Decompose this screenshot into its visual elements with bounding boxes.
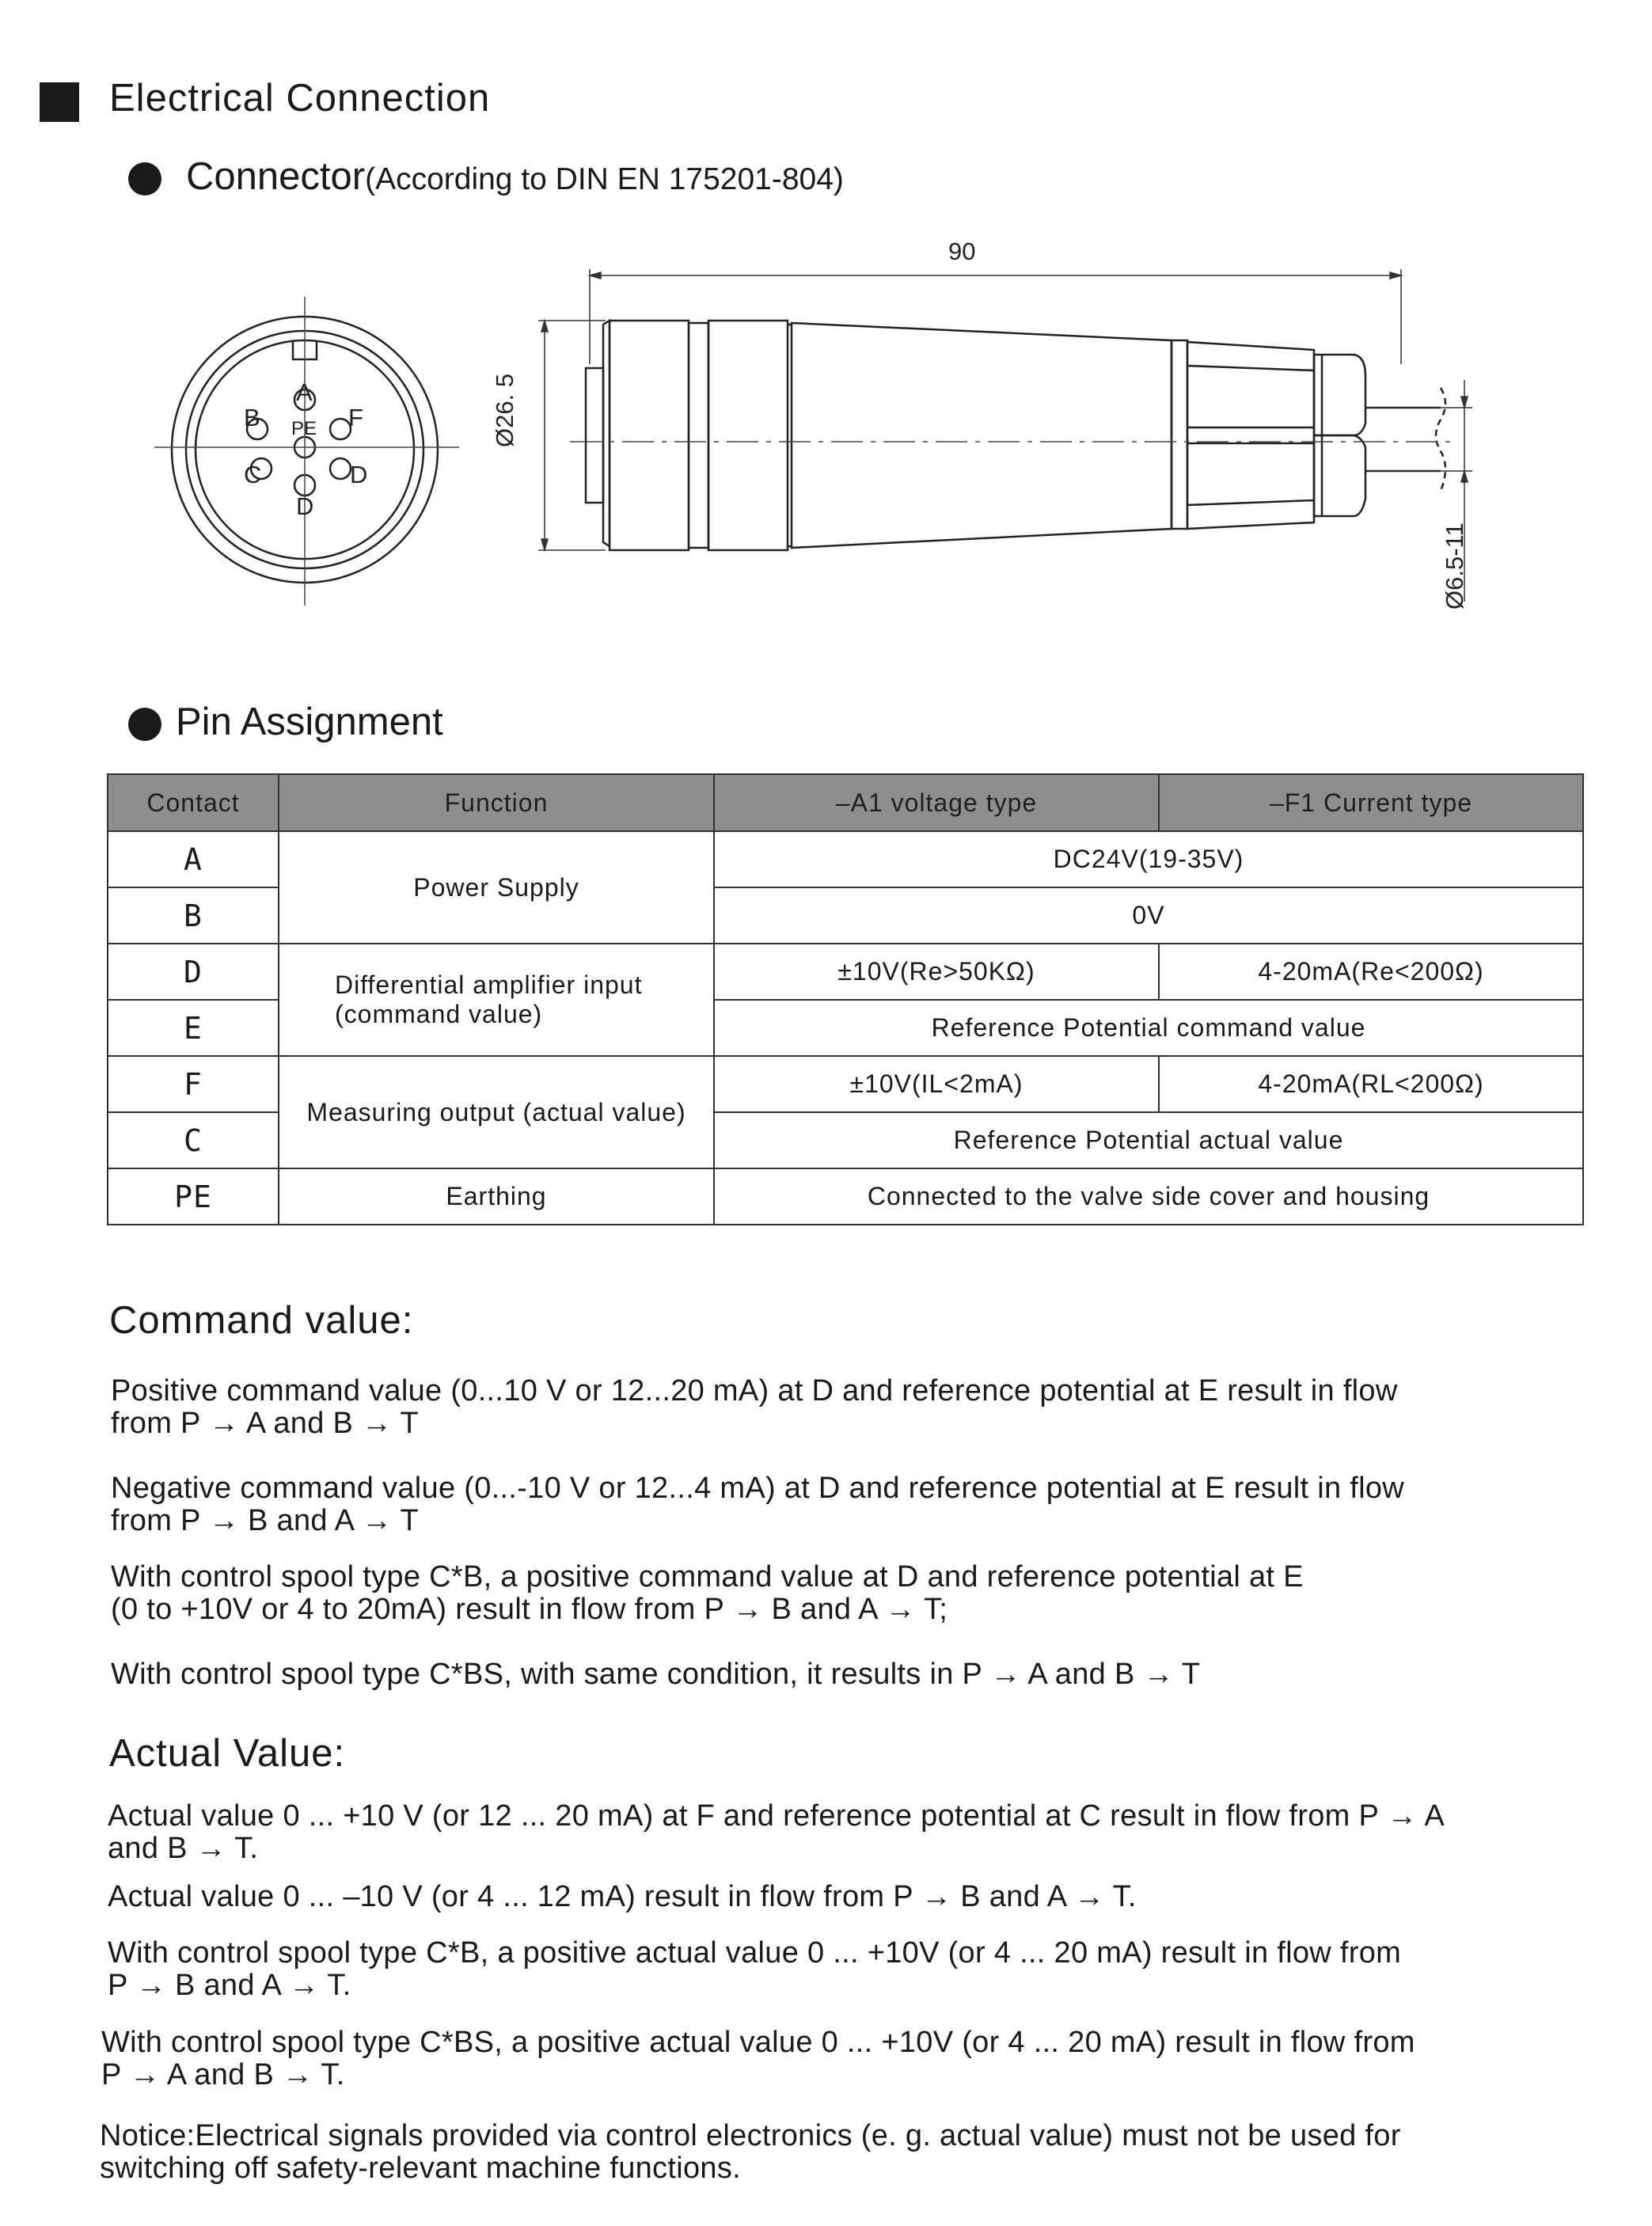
contact-cell: F xyxy=(108,1056,279,1112)
command-paragraph-3 xyxy=(111,1561,1599,1626)
command-paragraph-4: With control spool type C*BS, with same condition, it results in P → A and B → T xyxy=(111,1658,1201,1691)
paragraph-line: P → B and A → T. xyxy=(108,1969,351,2002)
section-title: Electrical Connection xyxy=(109,77,491,120)
contact-cell: E xyxy=(108,1000,279,1056)
contact-cell: A xyxy=(108,831,279,887)
header-a1-voltage: –A1 voltage type xyxy=(714,774,1159,831)
header-contact: Contact xyxy=(108,774,279,831)
bullet-dot xyxy=(128,162,161,196)
bullet-dot xyxy=(128,708,161,741)
table-header-row xyxy=(108,774,1583,831)
table-row xyxy=(108,1168,1583,1225)
connector-heading xyxy=(186,154,844,199)
function-cell: Earthing xyxy=(279,1168,714,1225)
paragraph-line: With control spool type C*B, a positive actual value 0 ... +10V (or 4 ... 20 mA) result in flow from xyxy=(108,1936,1402,1970)
actual-paragraph-1 xyxy=(108,1800,1596,1865)
pin-label-d-bottom: D xyxy=(296,492,314,520)
value-cell: Reference Potential command value xyxy=(714,1000,1583,1056)
section-marker-square xyxy=(40,82,79,122)
value-cell: ±10V(IL<2mA) xyxy=(714,1056,1159,1112)
paragraph-line: and B → T. xyxy=(108,1832,259,1865)
paragraph-line: With control spool type C*B, a positive command value at D and reference potential at E xyxy=(111,1560,1304,1594)
paragraph-line: from P → A and B → T xyxy=(111,1407,419,1440)
value-cell: 4-20mA(RL<200Ω) xyxy=(1159,1056,1583,1112)
actual-value-title: Actual Value: xyxy=(109,1732,346,1775)
pin-assignment-heading: Pin Assignment xyxy=(176,701,443,743)
dimension-cable-diameter: Ø6.5-11 xyxy=(1441,522,1468,610)
connector-side-view xyxy=(522,261,1496,633)
contact-cell: B xyxy=(108,887,279,944)
pin-label-pe: PE xyxy=(291,418,317,439)
command-paragraph-1 xyxy=(111,1375,1599,1440)
paragraph-line: P → A and B → T. xyxy=(101,2058,345,2091)
command-paragraph-2 xyxy=(111,1472,1599,1537)
table-row xyxy=(108,944,1583,1000)
value-cell: ±10V(Re>50KΩ) xyxy=(714,944,1159,1000)
dimension-diameter: Ø26. 5 xyxy=(491,373,518,447)
contact-cell: D xyxy=(108,944,279,1000)
paragraph-line: Negative command value (0...-10 V or 12...4 mA) at D and reference potential at E result in flow xyxy=(111,1472,1405,1505)
actual-paragraph-3 xyxy=(108,1937,1596,2002)
connector-front-view xyxy=(146,293,471,610)
table-row xyxy=(108,1056,1583,1112)
function-line: (command value) xyxy=(335,1000,543,1028)
pin-label-f: F xyxy=(348,404,363,431)
contact-cell: C xyxy=(108,1112,279,1168)
value-cell: Reference Potential actual value xyxy=(714,1112,1583,1168)
value-cell: 4-20mA(Re<200Ω) xyxy=(1159,944,1583,1000)
pin-label-d-right: D xyxy=(350,461,368,488)
function-line: Differential amplifier input xyxy=(335,971,643,999)
notice-paragraph xyxy=(100,2120,1588,2185)
paragraph-line: Actual value 0 ... +10 V (or 12 ... 20 mA) at F and reference potential at C result in flow from P → A xyxy=(108,1799,1445,1833)
connector-standard: (According to DIN EN 175201-804) xyxy=(365,162,844,196)
pin-assignment-table xyxy=(107,773,1584,1225)
pin-label-b: B xyxy=(244,404,260,431)
function-cell: Power Supply xyxy=(279,831,714,944)
connector-heading-text: Connector xyxy=(186,155,366,198)
value-cell: 0V xyxy=(714,887,1583,944)
paragraph-line: from P → B and A → T xyxy=(111,1504,419,1537)
table-row xyxy=(108,831,1583,887)
paragraph-line: Notice:Electrical signals provided via control electronics (e. g. actual value) must not be used for xyxy=(100,2119,1401,2152)
value-cell: Connected to the valve side cover and housing xyxy=(714,1168,1583,1225)
function-cell: Measuring output (actual value) xyxy=(279,1056,714,1168)
pin-label-a: A xyxy=(296,378,313,406)
function-cell xyxy=(279,944,714,1056)
header-f1-current: –F1 Current type xyxy=(1159,774,1583,831)
header-function: Function xyxy=(279,774,714,831)
command-value-title: Command value: xyxy=(109,1299,414,1342)
value-cell: DC24V(19-35V) xyxy=(714,831,1583,887)
paragraph-line: (0 to +10V or 4 to 20mA) result in flow from P → B and A → T; xyxy=(111,1593,948,1626)
actual-paragraph-4 xyxy=(101,2027,1589,2091)
paragraph-line: With control spool type C*BS, a positive actual value 0 ... +10V (or 4 ... 20 mA) result in flow from xyxy=(101,2026,1415,2059)
paragraph-line: switching off safety-relevant machine functions. xyxy=(100,2152,741,2185)
actual-paragraph-2: Actual value 0 ... –10 V (or 4 ... 12 mA) result in flow from P → B and A → T. xyxy=(108,1880,1137,1913)
dimension-length: 90 xyxy=(948,237,976,265)
contact-cell: PE xyxy=(108,1168,279,1225)
pin-label-c: C xyxy=(244,461,262,488)
paragraph-line: Positive command value (0...10 V or 12...20 mA) at D and reference potential at E result in flow xyxy=(111,1374,1398,1407)
